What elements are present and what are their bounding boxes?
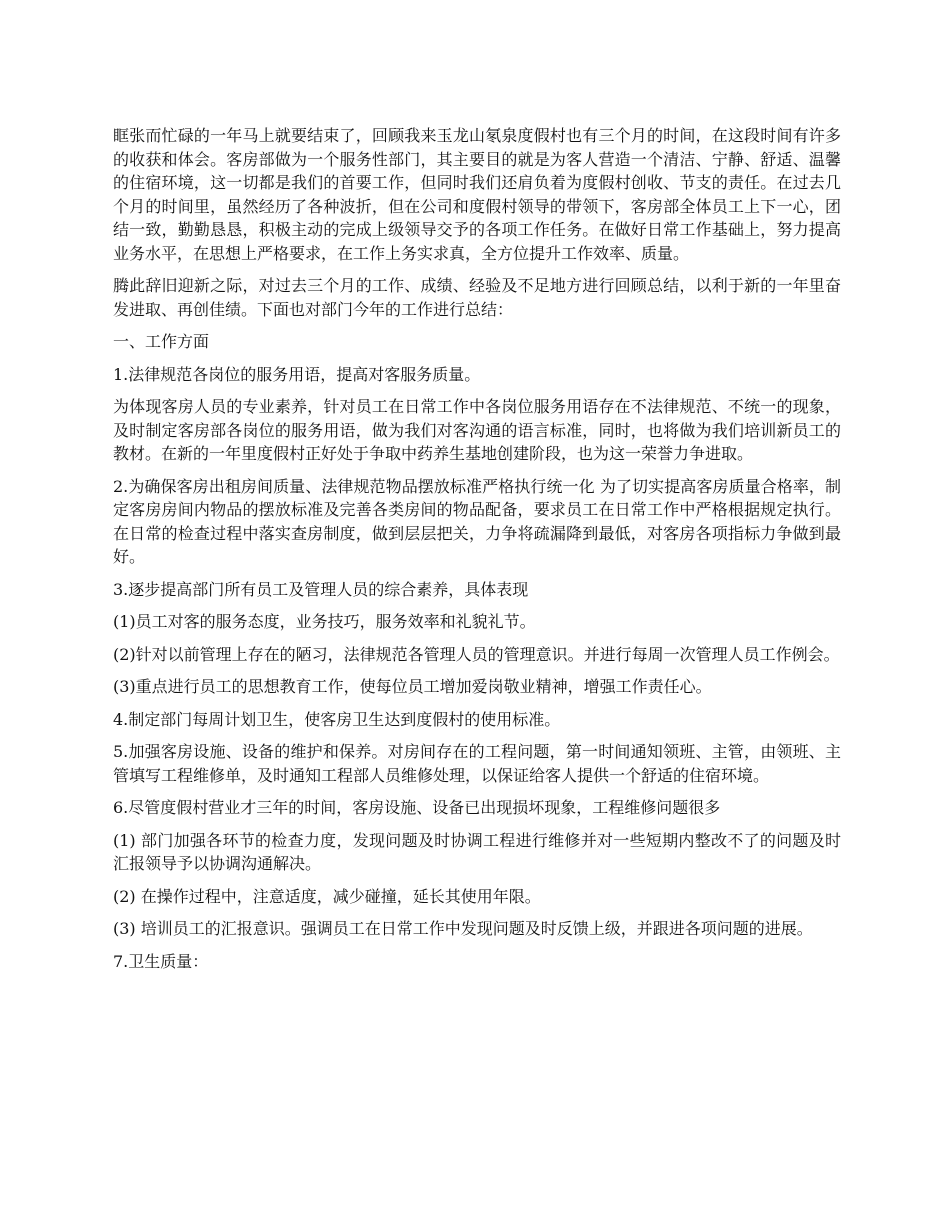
intro-paragraph: 眶张而忙碌的一年马上就要结束了，回顾我来玉龙山氡泉度假村也有三个月的时间，在这段时间有许多的收获和体会。客房部做为一个服务性部门，其主要目的就是为客人营造一个清洁、宁静、舒适、温馨的住宿环境，这一切都是我们的首要工作，但同时我们还肩负着为度假村创收、节支的责任。在过去几个月的时间里，虽然经历了各种波折，但在公司和度假村领导的带领下，客房部全体员工上下一心，团结一致，勤勤恳恳，积极主动的完成上级领导交予的各项工作任务。在做好日常工作基础上，努力提高业务水平，在思想上严格要求，在工作上务实求真，全方位提升工作效率、质量。: [113, 126, 841, 263]
item-3-sub-1: (1)员工对客的服务态度，业务技巧，服务效率和礼貌礼节。: [113, 612, 536, 631]
section-heading-work: 一、工作方面: [113, 332, 210, 351]
item-7-heading: 7.卫生质量：: [113, 951, 209, 971]
item-3-sub-2: (2)针对以前管理上存在的陋习，法律规范各管理人员的管理意识。并进行每周一次管理人员工作例会。: [113, 644, 840, 664]
document-body: [113, 124, 841, 982]
item-1-heading: 1.法律规范各岗位的服务用语，提高对客服务质量。: [113, 364, 481, 384]
item-6-heading: 6.尽管度假村营业才三年的时间，客房设施、设备已出现损坏现象，工程维修问题很多: [113, 798, 721, 817]
item-3-heading: 3.逐步提高部门所有员工及管理人员的综合素养，具体表现: [113, 579, 529, 599]
item-5-paragraph: 5.加强客房设施、设备的维护和保养。对房间存在的工程问题，第一时间通知领班、主管，由领班、主管填写工程维修单，及时通知工程部人员维修处理，以保证给客人提供一个舒适的住宿环境。: [113, 742, 841, 785]
item-2-paragraph: 2.为确保客房出租房间质量、法律规范物品摆放标准严格执行统一化 为了切实提高客房质量合格率，制定客房房间内物品的摆放标准及完善各类房间的物品配备，要求员工在日常工作中严格根据规定执行。在日常的检查过程中落实查房制度，做到层层把关，力争将疏漏降到最低，对客房各项指标力争做到最好。: [113, 476, 841, 566]
item-1-body: 为体现客房人员的专业素养，针对员工在日常工作中各岗位服务用语存在不法律规范、不统一的现象，及时制定客房部各岗位的服务用语，做为我们对客沟通的语言标准，同时，也将做为我们培训新员工的教材。在新的一年里度假村正好处于争取中药养生基地创建阶段，也为这一荣誉力争进取。: [113, 397, 841, 463]
item-6-sub-3: (3) 培训员工的汇报意识。强调员工在日常工作中发现问题及时反馈上级，并跟进各项问题的进展。: [113, 919, 813, 938]
item-3-sub-3: (3)重点进行员工的思想教育工作，使每位员工增加爱岗敬业精神，增强工作责任心。: [113, 677, 712, 696]
item-6-sub-1: (1) 部门加强各环节的检查力度，发现问题及时协调工程进行维修并对一些短期内整改不了的问题及时汇报领导予以协调沟通解决。: [113, 830, 841, 873]
summary-intro-paragraph: 腾此辞旧迎新之际，对过去三个月的工作、成绩、经验及不足地方进行回顾总结，以利于新的一年里奋发进取、再创佳绩。下面也对部门今年的工作进行总结：: [113, 276, 841, 319]
item-6-sub-2: (2) 在操作过程中，注意适度，减少碰撞，延长其使用年限。: [113, 886, 541, 906]
item-4-paragraph: 4.制定部门每周计划卫生，使客房卫生达到度假村的使用标准。: [113, 709, 561, 729]
